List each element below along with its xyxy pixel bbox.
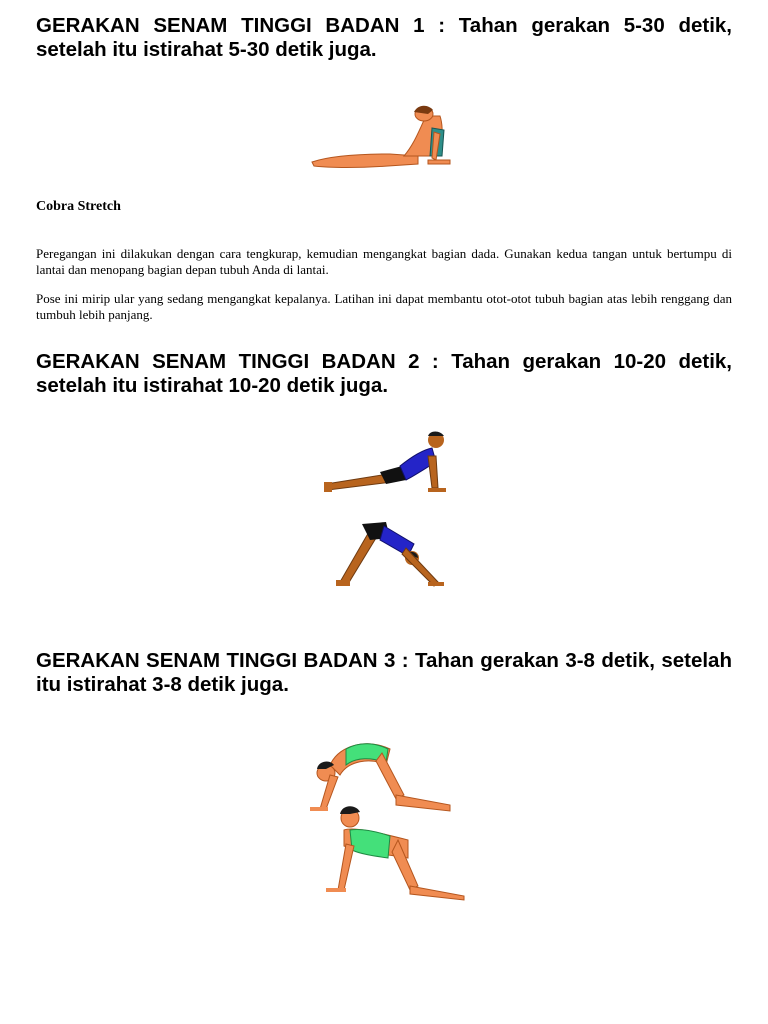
downward-dog-illustration <box>330 514 450 594</box>
cobra-stretch-illustration <box>300 98 470 178</box>
cat-cow-pose-illustration <box>314 800 474 910</box>
upward-dog-illustration <box>318 422 453 502</box>
exercise-2-heading: GERAKAN SENAM TINGGI BADAN 2 : Tahan gerakan 10-20 detik, setelah itu istirahat 10-20 detik juga. <box>36 350 732 397</box>
exercise-3-heading: GERAKAN SENAM TINGGI BADAN 3 : Tahan gerakan 3-8 detik, setelah itu istirahat 3-8 detik juga. <box>36 649 732 696</box>
exercise-1-heading: GERAKAN SENAM TINGGI BADAN 1 : Tahan gerakan 5-30 detik, setelah itu istirahat 5-30 detik juga. <box>36 14 732 61</box>
cobra-description-paragraph-1: Peregangan ini dilakukan dengan cara tengkurap, kemudian mengangkat bagian dada. Gunakan kedua tangan untuk bertumpu di lantai dan menopang bagian depan tubuh Anda di lantai. <box>36 246 732 277</box>
cobra-description-paragraph-2: Pose ini mirip ular yang sedang mengangkat kepalanya. Latihan ini dapat membantu otot-otot tubuh bagian atas lebih renggang dan tumbuh lebih panjang. <box>36 291 732 322</box>
cobra-stretch-subheading: Cobra Stretch <box>36 199 121 214</box>
